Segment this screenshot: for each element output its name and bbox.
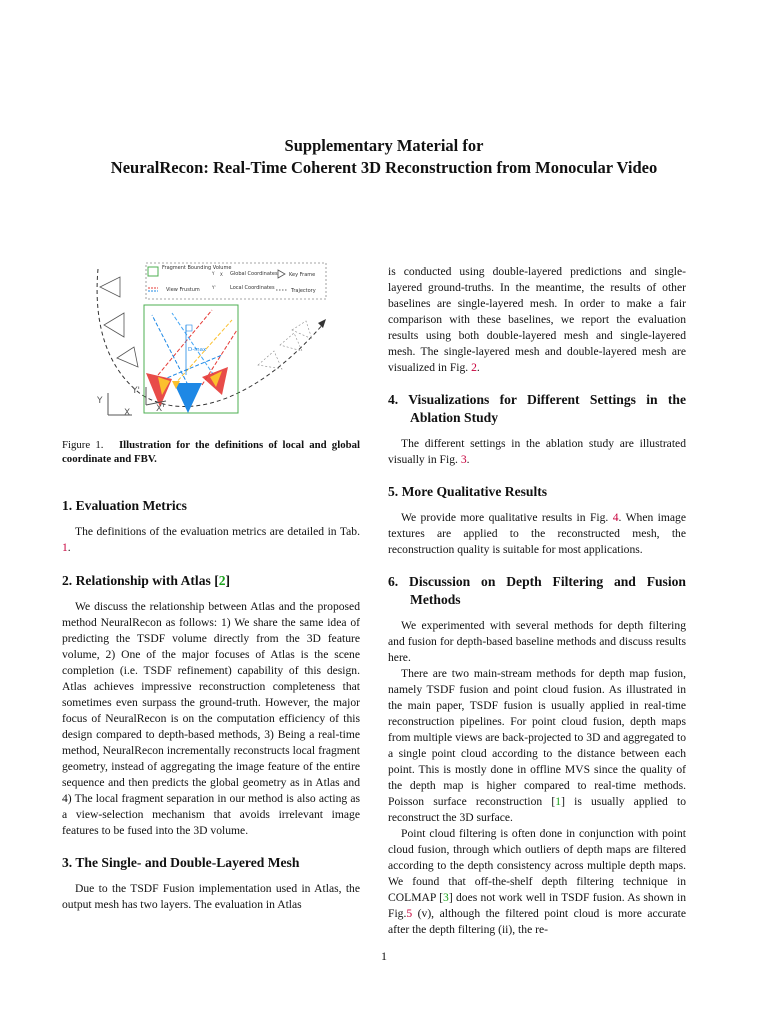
section-3-heading: 3. The Single- and Double-Layered Mesh [62,855,300,870]
section-6-paragraph-3: Point cloud filtering is often done in conjunction with point cloud fusion, through which outliers of depth maps are filtered according to the depth consistency across multiple depth maps. We found that off-the-shelf depth filtering technique in COLMAP [3] does not work well in TSDF fusion. As shown in Fig.5 (v), although the filtered point cloud is more accurate after the depth filtering (ii), the re- [388,827,687,936]
svg-text:Y': Y' [212,285,216,290]
section-6-heading: 6. Discussion on Depth Filtering and Fusion Methods [388,574,686,607]
local-y-label: Y' [132,386,140,396]
legend-fbv: Fragment Bounding Volume [162,265,232,271]
svg-text:Y: Y [212,271,215,276]
legend-trajectory: Trajectory [291,288,316,294]
figure-ref-link[interactable]: 5 [406,907,413,920]
svg-text:X: X [220,272,223,277]
section-3-paragraph: Due to the TSDF Fusion implementation used in Atlas, the output mesh has two layers. The evaluation in Atlas [62,882,360,911]
right-column [388,264,686,938]
left-column [62,255,360,913]
key-frame-icon [117,347,138,367]
fbv-legend-icon [148,267,158,276]
local-x-label: X' [156,404,165,414]
legend-global-coordinates: Global Coordinates [230,271,278,277]
section-2-heading: 2. Relationship with Atlas [2] [62,573,231,588]
section-1-heading: 1. Evaluation Metrics [62,498,187,513]
figure-ref-link[interactable]: 3 [460,453,467,466]
page-number: 1 [381,949,387,963]
title-line-1: Supplementary Material for [284,136,484,155]
global-y-label: Y [97,396,103,406]
legend-view-frustum: View Frustum [166,287,200,293]
section-5-paragraph: We provide more qualitative results in Fig. 4. When image textures are applied to the reconstructed mesh, the reconstruction quality is suitable for most applications. [388,511,686,556]
figure-1-caption: Figure 1. Illustration for the definitions of local and global coordinate and FBV. [62,439,360,465]
key-frame-icon [104,313,124,337]
section-2-paragraph: We discuss the relationship between Atlas and the proposed method NeuralRecon as follows: 1) We share the same idea of predicting the TSDF volume directly from the 3D feature volume, 2) One of the major focuses of Atlas is the scene completion (i.e. TSDF refinement) capability of this design. Atlas achieves impressive reconstruction completeness that sometimes even surpass the ground-truth. However, the major focus of NeuralRecon is on the computation efficiency of this design compared to depth-based methods, 3) Being a real-time method, NeuralRecon incrementally reconstructs local fragment geometry, instead of aggregating the image feature of the entire sequence and then predicts the global geometry as in Atlas and 4) The local fragment separation in our method is also acting as a view-selection mechanism that avoids irrelevant image features to be fused into the 3D volume. [62,600,360,837]
figure-ref-link[interactable]: 2 [471,361,477,374]
section-4-paragraph: The different settings in the ablation study are illustrated visually in Fig. 3. [388,437,686,466]
section-4-heading: 4. Visualizations for Different Settings in the Ablation Study [388,392,686,425]
legend-key-frame: Key Frame [289,272,316,278]
global-x-label: X [124,408,131,418]
citation-link[interactable]: 1 [555,795,562,808]
section-5-heading: 5. More Qualitative Results [388,484,548,499]
title-line-2: NeuralRecon: Real-Time Coherent 3D Reconstruction from Monocular Video [110,158,658,177]
section-6-paragraph-2: There are two main-stream methods for depth map fusion, namely TSDF fusion and point cloud fusion. As illustrated in the main paper, TSDF fusion is usually applied in real-time reconstruction pipelines. For point cloud fusion, depth maps from multiple views are back-projected to 3D and aggregated to a single point cloud according to the distance between each point. This is mostly done in offline MVS since the quality of the depth map is higher compared to real-time methods. Poisson surface reconstruction [1] is usually applied to reconstruct the 3D surface. [388,667,686,824]
section-6-paragraph-1: We experimented with several methods for depth filtering and fusion for depth-based baseline methods and discuss results here. [388,619,686,664]
figure-1 [62,255,360,423]
section-3-continuation: is conducted using double-layered predictions and single-layered ground-truths. In the meantime, the results of other baselines are single-layered mesh. In order to make a fair comparison with these baselines, we report the evaluation results using both double-layered mesh and single-layered mesh. The single-layered mesh and double-layered mesh are visualized in Fig. 2. [388,265,686,374]
table-ref-link[interactable]: 1 [62,541,68,554]
citation-link[interactable]: 3 [443,891,449,904]
key-frame-legend-icon [278,270,285,278]
paper-title [0,135,768,179]
legend-local-coordinates: Local Coordinates [230,285,275,291]
figure-ref-link[interactable]: 4 [612,511,619,524]
section-1-paragraph: The definitions of the evaluation metrics are detailed in Tab. 1. [62,525,360,554]
key-frame-icon [100,277,120,297]
d-max-label: D-max [188,347,207,353]
citation-link[interactable]: 2 [218,573,226,588]
